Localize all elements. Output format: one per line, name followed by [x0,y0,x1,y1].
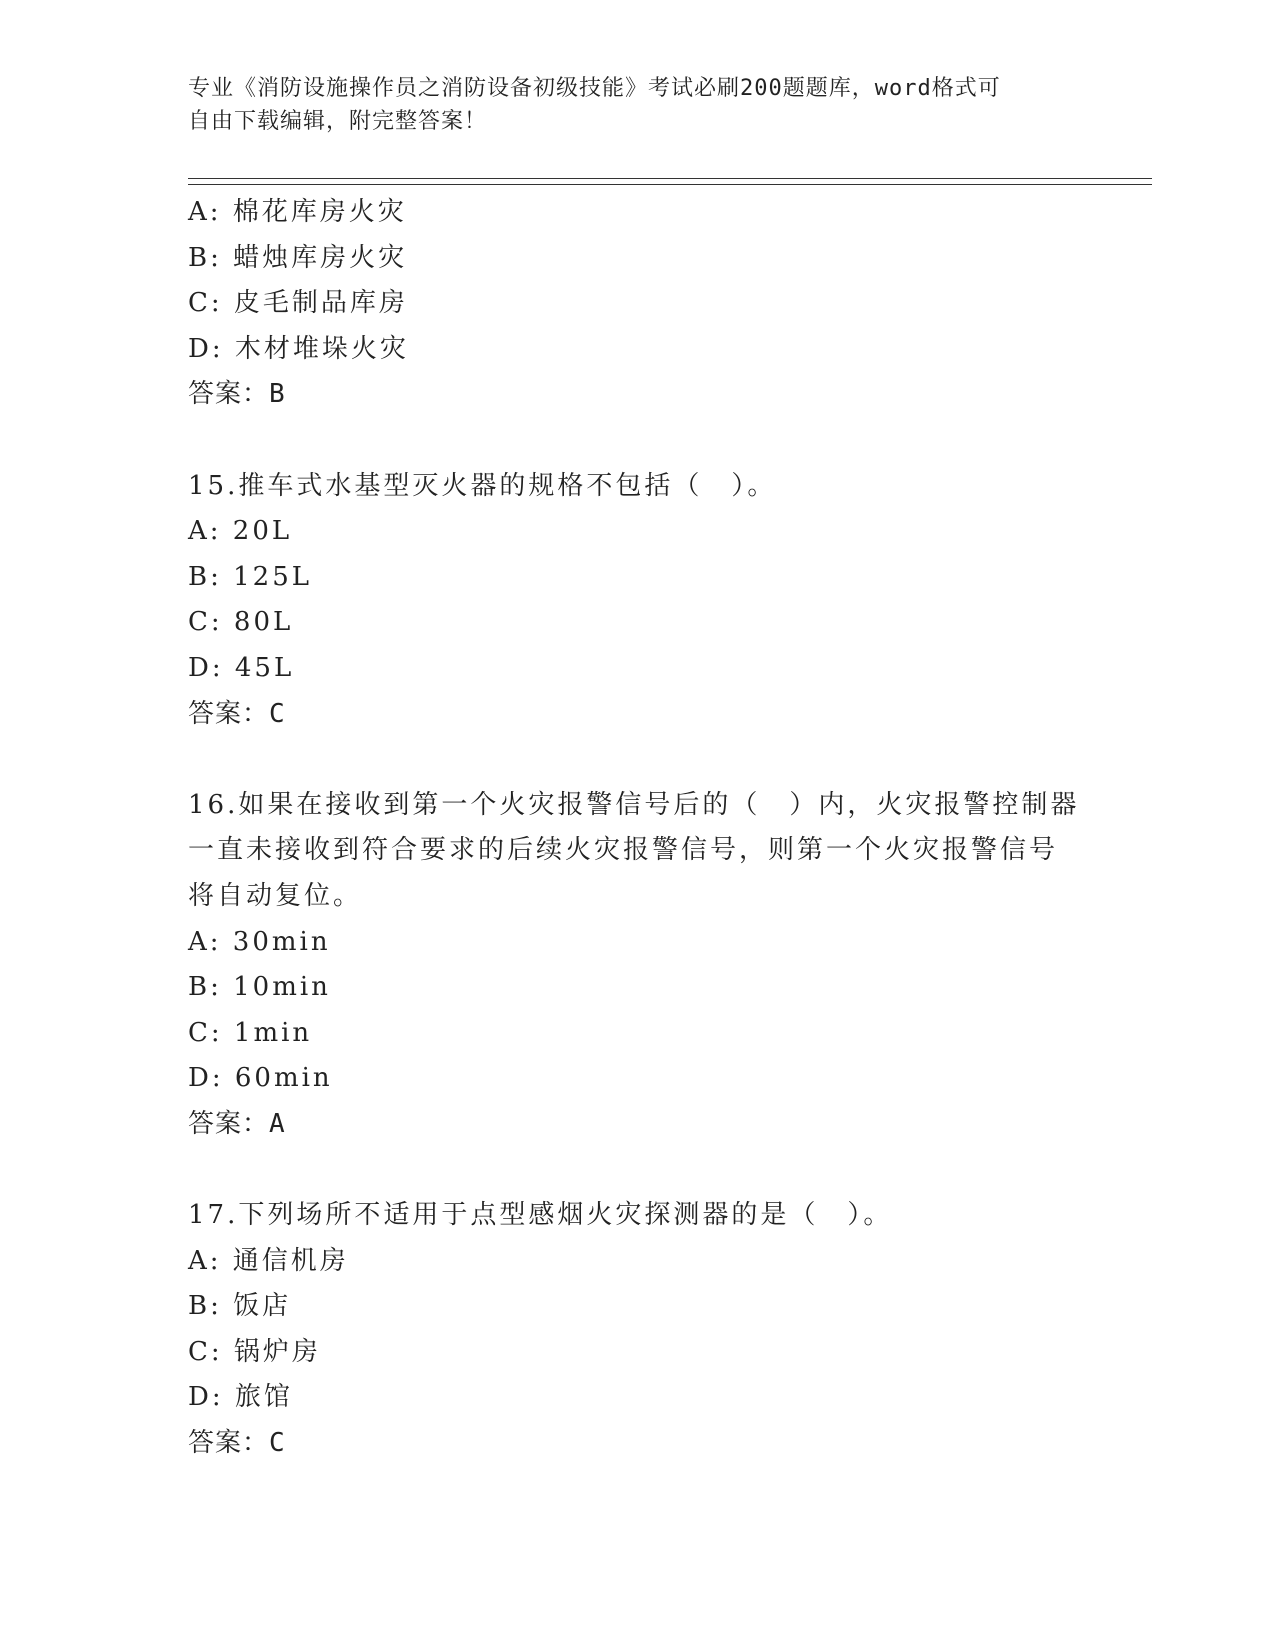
option-b: B: 125L [188,561,313,592]
question-16 [188,783,1088,1148]
answer: 答案：A [188,1108,286,1139]
question-spacer [188,737,1088,783]
option-c: C: 80L [188,607,294,638]
question-list [188,190,1088,1467]
question-stem-line-2: 一直未接收到符合要求的后续火灾报警信号，则第一个火灾报警信号 [188,835,1059,866]
option-a: A: 20L [188,516,293,547]
option-a: A: 通信机房 [188,1245,349,1276]
answer: 答案：C [188,1428,286,1459]
header-divider-bottom [188,184,1152,185]
answer: 答案：B [188,379,286,410]
option-d: D: 木材堆垛火灾 [188,333,409,364]
option-d: D: 旅馆 [188,1382,293,1413]
option-d: D: 60min [188,1063,333,1094]
option-b: B: 蜡烛库房火灾 [188,242,408,273]
option-c: C: 1min [188,1017,313,1048]
question-stem-line-1: 16.如果在接收到第一个火灾报警信号后的（ ）内，火灾报警控制器 [188,789,1080,820]
answer: 答案：C [188,698,286,729]
option-b: B: 饭店 [188,1291,292,1322]
option-c: C: 皮毛制品库房 [188,288,408,319]
header-line-2: 自由下载编辑，附完整答案！ [188,109,488,134]
question-stem-line-3: 将自动复位。 [188,880,363,911]
question-14 [188,190,1088,418]
option-b: B: 10min [188,972,331,1003]
question-spacer [188,1147,1088,1193]
question-17 [188,1193,1088,1467]
question-spacer [188,418,1088,464]
option-c: C: 锅炉房 [188,1336,321,1367]
question-15 [188,464,1088,738]
question-stem: 15.推车式水基型灭火器的规格不包括（ ）。 [188,470,777,501]
question-stem: 17.下列场所不适用于点型感烟火灾探测器的是（ ）。 [188,1200,893,1231]
header-divider-top [188,178,1152,179]
document-header [188,72,1088,138]
option-a: A: 棉花库房火灾 [188,197,407,227]
option-a: A: 30min [188,926,331,957]
option-d: D: 45L [188,652,295,683]
header-line-1: 专业《消防设施操作员之消防设备初级技能》考试必刷200题题库，word格式可 [188,76,1001,101]
